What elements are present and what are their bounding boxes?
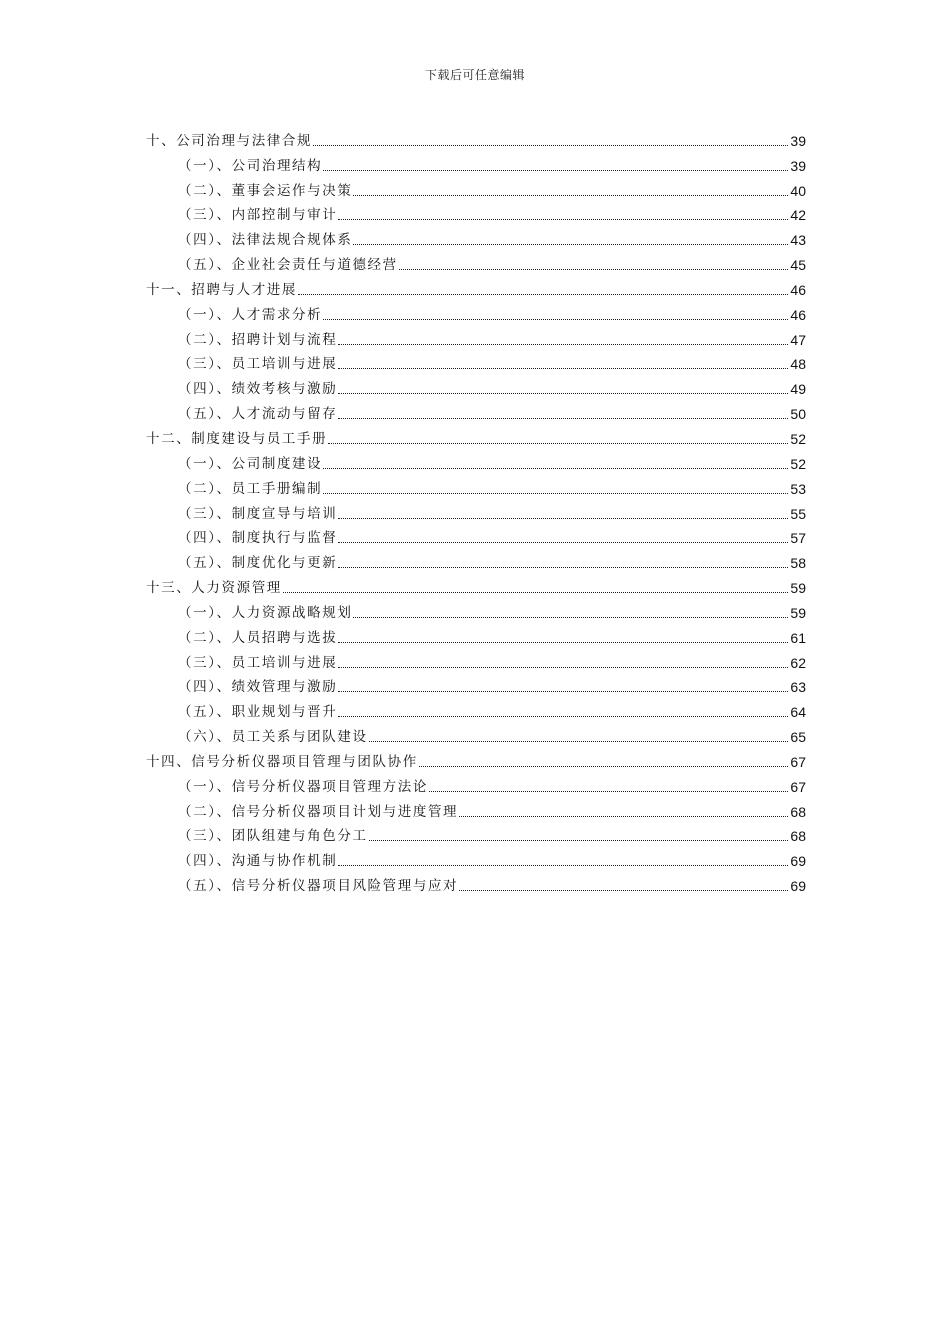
toc-entry-title: （五）、信号分析仪器项目风险管理与应对: [178, 878, 459, 895]
toc-page-number: 52: [790, 455, 806, 472]
toc-page-number: 50: [790, 406, 806, 423]
toc-page-number: 39: [790, 157, 806, 174]
toc-entry-title: （四）、绩效考核与激励: [178, 381, 338, 398]
toc-dot-leader: [338, 219, 788, 220]
toc-dot-leader: [338, 393, 788, 394]
toc-dot-leader: [338, 418, 788, 419]
toc-dot-leader: [369, 840, 788, 841]
toc-section-entry[interactable]: [146, 151, 806, 176]
toc-section-entry[interactable]: [146, 300, 806, 325]
toc-entry-title: （二）、招聘计划与流程: [178, 331, 338, 348]
toc-section-entry[interactable]: [146, 399, 806, 424]
toc-entry-title: （五）、职业规划与晋升: [178, 704, 338, 721]
toc-page-number: 61: [790, 629, 806, 646]
toc-entry-title: （五）、企业社会责任与道德经营: [178, 257, 398, 274]
toc-dot-leader: [323, 170, 788, 171]
toc-dot-leader: [353, 244, 788, 245]
toc-page-number: 69: [790, 878, 806, 895]
toc-dot-leader: [399, 269, 788, 270]
toc-section-entry[interactable]: [146, 374, 806, 399]
toc-page-number: 43: [790, 232, 806, 249]
toc-section-entry[interactable]: [146, 722, 806, 747]
toc-entry-title: 十一、招聘与人才进展: [146, 281, 297, 298]
toc-chapter-entry[interactable]: [146, 126, 806, 151]
toc-entry-title: （二）、董事会运作与决策: [178, 182, 353, 199]
toc-dot-leader: [298, 294, 788, 295]
toc-entry-title: （一）、公司治理结构: [178, 157, 323, 174]
toc-dot-leader: [338, 865, 788, 866]
page-header: 下载后可任意编辑: [424, 68, 525, 82]
toc-entry-title: （二）、人员招聘与选拔: [178, 629, 338, 646]
toc-dot-leader: [338, 344, 788, 345]
toc-section-entry[interactable]: [146, 474, 806, 499]
toc-page-number: 62: [790, 654, 806, 671]
toc-page-number: 40: [790, 182, 806, 199]
toc-entry-title: （四）、制度执行与监督: [178, 530, 338, 547]
toc-section-entry[interactable]: [146, 449, 806, 474]
toc-section-entry[interactable]: [146, 623, 806, 648]
toc-chapter-entry[interactable]: [146, 747, 806, 772]
toc-dot-leader: [353, 195, 788, 196]
toc-page-number: 65: [790, 729, 806, 746]
toc-chapter-entry[interactable]: [146, 275, 806, 300]
toc-page-number: 47: [790, 331, 806, 348]
toc-section-entry[interactable]: [146, 548, 806, 573]
toc-entry-title: （二）、员工手册编制: [178, 480, 323, 497]
toc-section-entry[interactable]: [146, 797, 806, 822]
toc-page-number: 64: [790, 704, 806, 721]
toc-page-number: 48: [790, 356, 806, 373]
toc-entry-title: （三）、员工培训与进展: [178, 356, 338, 373]
toc-chapter-entry[interactable]: [146, 424, 806, 449]
toc-entry-title: （一）、公司制度建设: [178, 455, 323, 472]
toc-dot-leader: [338, 567, 788, 568]
toc-entry-title: （四）、绩效管理与激励: [178, 679, 338, 696]
toc-section-entry[interactable]: [146, 524, 806, 549]
toc-dot-leader: [328, 443, 788, 444]
toc-page-number: 58: [790, 555, 806, 572]
toc-dot-leader: [338, 691, 788, 692]
toc-page-number: 57: [790, 530, 806, 547]
toc-entry-title: 十二、制度建设与员工手册: [146, 430, 328, 447]
table-of-contents: [146, 126, 806, 896]
toc-page-number: 68: [790, 828, 806, 845]
toc-dot-leader: [313, 145, 788, 146]
toc-dot-leader: [369, 741, 788, 742]
toc-page-number: 63: [790, 679, 806, 696]
toc-page-number: 53: [790, 480, 806, 497]
toc-entry-title: （五）、制度优化与更新: [178, 555, 338, 572]
toc-page-number: 67: [790, 753, 806, 770]
toc-section-entry[interactable]: [146, 846, 806, 871]
toc-entry-title: （六）、员工关系与团队建设: [178, 729, 368, 746]
toc-section-entry[interactable]: [146, 697, 806, 722]
toc-section-entry[interactable]: [146, 250, 806, 275]
toc-entry-title: （五）、人才流动与留存: [178, 406, 338, 423]
toc-dot-leader: [419, 766, 788, 767]
toc-entry-title: （四）、沟通与协作机制: [178, 853, 338, 870]
toc-page-number: 59: [790, 604, 806, 621]
toc-section-entry[interactable]: [146, 822, 806, 847]
toc-dot-leader: [283, 592, 788, 593]
toc-section-entry[interactable]: [146, 201, 806, 226]
toc-entry-title: （一）、人才需求分析: [178, 306, 323, 323]
toc-dot-leader: [323, 319, 788, 320]
toc-dot-leader: [338, 642, 788, 643]
toc-section-entry[interactable]: [146, 772, 806, 797]
toc-dot-leader: [338, 667, 788, 668]
toc-dot-leader: [459, 816, 788, 817]
toc-page-number: 49: [790, 381, 806, 398]
toc-dot-leader: [338, 368, 788, 369]
toc-entry-title: （一）、人力资源战略规划: [178, 604, 353, 621]
toc-entry-title: （一）、信号分析仪器项目管理方法论: [178, 778, 428, 795]
toc-section-entry[interactable]: [146, 176, 806, 201]
toc-page-number: 42: [790, 207, 806, 224]
toc-page-number: 45: [790, 257, 806, 274]
toc-page-number: 46: [790, 281, 806, 298]
toc-section-entry[interactable]: [146, 598, 806, 623]
toc-entry-title: （三）、团队组建与角色分工: [178, 828, 368, 845]
toc-dot-leader: [429, 791, 788, 792]
toc-section-entry[interactable]: [146, 350, 806, 375]
toc-section-entry[interactable]: [146, 673, 806, 698]
toc-entry-title: （三）、制度宣导与培训: [178, 505, 338, 522]
toc-entry-title: （四）、法律法规合规体系: [178, 232, 353, 249]
toc-dot-leader: [323, 493, 788, 494]
toc-entry-title: 十、公司治理与法律合规: [146, 132, 313, 149]
toc-page-number: 59: [790, 580, 806, 597]
toc-page-number: 67: [790, 778, 806, 795]
toc-dot-leader: [338, 518, 788, 519]
toc-page-number: 52: [790, 430, 806, 447]
toc-page-number: 69: [790, 853, 806, 870]
toc-section-entry[interactable]: [146, 871, 806, 896]
toc-dot-leader: [338, 542, 788, 543]
toc-entry-title: （三）、内部控制与审计: [178, 207, 338, 224]
toc-section-entry[interactable]: [146, 225, 806, 250]
toc-entry-title: （二）、信号分析仪器项目计划与进度管理: [178, 803, 459, 820]
toc-dot-leader: [323, 468, 788, 469]
toc-section-entry[interactable]: [146, 648, 806, 673]
toc-dot-leader: [338, 716, 788, 717]
toc-entry-title: 十三、人力资源管理: [146, 580, 282, 597]
toc-section-entry[interactable]: [146, 499, 806, 524]
toc-entry-title: （三）、员工培训与进展: [178, 654, 338, 671]
toc-section-entry[interactable]: [146, 325, 806, 350]
toc-dot-leader: [353, 617, 788, 618]
toc-chapter-entry[interactable]: [146, 573, 806, 598]
toc-page-number: 39: [790, 132, 806, 149]
toc-page-number: 68: [790, 803, 806, 820]
toc-dot-leader: [459, 890, 788, 891]
toc-page-number: 46: [790, 306, 806, 323]
toc-entry-title: 十四、信号分析仪器项目管理与团队协作: [146, 753, 418, 770]
toc-page-number: 55: [790, 505, 806, 522]
